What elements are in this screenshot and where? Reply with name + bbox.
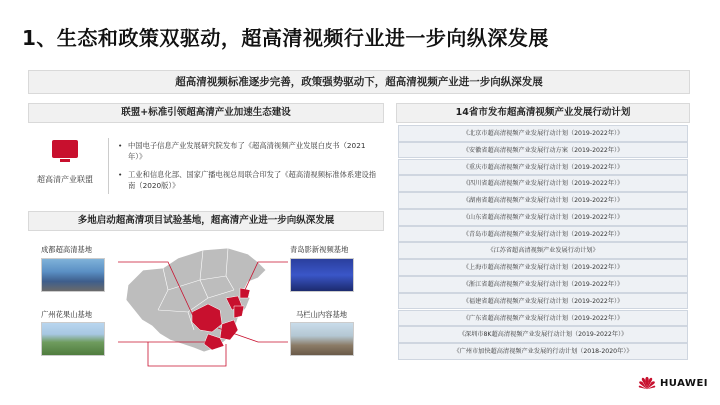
plan-item: 《深圳市8K超高清视频产业发展行动计划（2019-2022年）》: [398, 326, 688, 343]
plan-item: 《山东省超高清视频产业发展行动计划（2019-2022年）》: [398, 209, 688, 226]
plan-item: 《北京市超高清视频产业发展行动计划（2019-2022年）》: [398, 125, 688, 142]
china-map: [108, 240, 288, 370]
plan-list: [398, 125, 688, 360]
huawei-logo: [638, 376, 708, 390]
plan-item: 《江苏省超高清视频产业发展行动计划》: [398, 242, 688, 259]
plan-item: 《广州市加快超高清视频产业发展的行动计划（2018-2020年）》: [398, 343, 688, 360]
huaguo-base-photo: [41, 322, 105, 356]
china-map-icon: [108, 240, 288, 370]
bases-section-header: 多地启动超高清项目试验基地，超高清产业进一步向纵深发展: [28, 211, 384, 231]
plan-item: 《广东省超高清视频产业发展行动计划（2019-2022年）》: [398, 310, 688, 327]
plan-item: 《福建省超高清视频产业发展行动计划（2019-2022年）》: [398, 293, 688, 310]
base-label-chengdu: 成都超高清基地: [41, 245, 93, 254]
qingdao-base-photo: [290, 258, 354, 292]
summary-banner: 超高清视频标准逐步完善，政策强势驱动下，超高清视频产业进一步向纵深发展: [28, 70, 690, 94]
divider: [108, 138, 109, 194]
alliance-label: 超高清产业联盟: [37, 175, 93, 184]
brand-name: HUAWEI: [659, 377, 708, 389]
alliance-block: [30, 140, 100, 185]
plan-item: 《青岛市超高清视频产业发展行动计划（2019-2022年）》: [398, 226, 688, 243]
base-label-qingdao: 青岛影新视频基地: [290, 245, 349, 254]
maliu-base-photo: [290, 322, 354, 356]
chengdu-base-photo: [41, 258, 105, 292]
plan-item: 《上海市超高清视频产业发展行动计划（2019-2022年）》: [398, 259, 688, 276]
huawei-petals-icon: [638, 376, 656, 390]
plan-item: 《湖南省超高清视频产业发展行动计划（2019-2022年）》: [398, 192, 688, 209]
base-label-maliu: 马栏山内容基地: [296, 310, 348, 319]
alliance-section-header: 联盟+标准引领超高清产业加速生态建设: [28, 103, 384, 123]
plan-item: 《四川省超高清视频产业发展行动计划（2019-2022年）》: [398, 175, 688, 192]
plan-item: 《安徽省超高清视频产业发展行动方案（2019-2022年）》: [398, 142, 688, 159]
base-label-huaguo: 广州花果山基地: [41, 310, 93, 319]
policy-bullets: [118, 140, 378, 198]
tv-icon: [52, 140, 78, 162]
plans-section-header: 14省市发布超高清视频产业发展行动计划: [396, 103, 690, 123]
plan-item: 《浙江省超高清视频产业发展行动计划（2019-2022年）》: [398, 276, 688, 293]
plan-item: 《重庆市超高清视频产业发展行动计划（2019-2022年）》: [398, 159, 688, 176]
bullet-item: • 工业和信息化部、国家广播电视总局联合印发了《超高清视频标准体系建设指南（2020版）》: [118, 169, 378, 191]
bullet-item: • 中国电子信息产业发展研究院发布了《超高清视频产业发展白皮书（2021年）》: [118, 140, 378, 162]
page-title: 1、生态和政策双驱动，超高清视频行业进一步向纵深发展: [22, 26, 549, 50]
